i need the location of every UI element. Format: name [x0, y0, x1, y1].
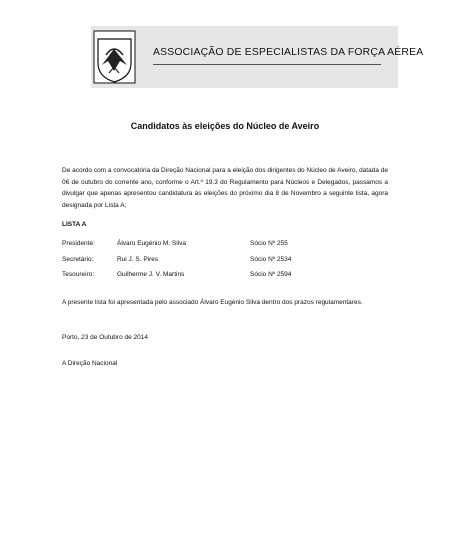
candidate-name: Guilherme J. V. Martins — [117, 271, 185, 278]
candidate-role: Presidente: — [62, 240, 95, 247]
association-logo — [92, 29, 137, 85]
signature: A Direção Nacional — [62, 360, 118, 367]
candidate-member-number: Sócio Nº 2534 — [250, 256, 292, 263]
document-title: Candidatos às eleições do Núcleo de Aveiro — [130, 121, 320, 131]
intro-paragraph: De acordo com a convocatória da Direção Nacional para a eleição dos dirigentes do Núcleo de Aveiro, datada de 06 de outubro do corrente ano, conforme o Art.º 19.3 do Regulamento para Núcleos e Delegados, passamos a divulgar que apenas apresentou candidatura às eleições do próximo dia 8 de Novembro a seguinte lista, agora designada por Lista A; — [62, 167, 388, 209]
candidate-role: Secretário: — [62, 256, 94, 263]
association-name: ASSOCIAÇÃO DE ESPECIALISTAS DA FORÇA AÉREA — [153, 47, 424, 58]
candidate-name: Rui J. S. Pires — [117, 256, 159, 263]
candidate-name: Álvaro Eugénio M. Silva — [117, 240, 187, 247]
candidate-member-number: Sócio Nº 2594 — [250, 271, 292, 278]
closing-paragraph: A presente lista foi apresentada pelo associado Álvaro Eugénio Silva dentro dos prazos regulamentares. — [62, 299, 363, 306]
candidate-role: Tesoureiro: — [62, 271, 95, 278]
candidate-member-number: Sócio Nº 255 — [250, 240, 288, 247]
list-title: LISTA A — [62, 221, 87, 228]
document-date: Porto, 23 de Outubro de 2014 — [62, 334, 149, 341]
header-divider — [153, 64, 381, 65]
